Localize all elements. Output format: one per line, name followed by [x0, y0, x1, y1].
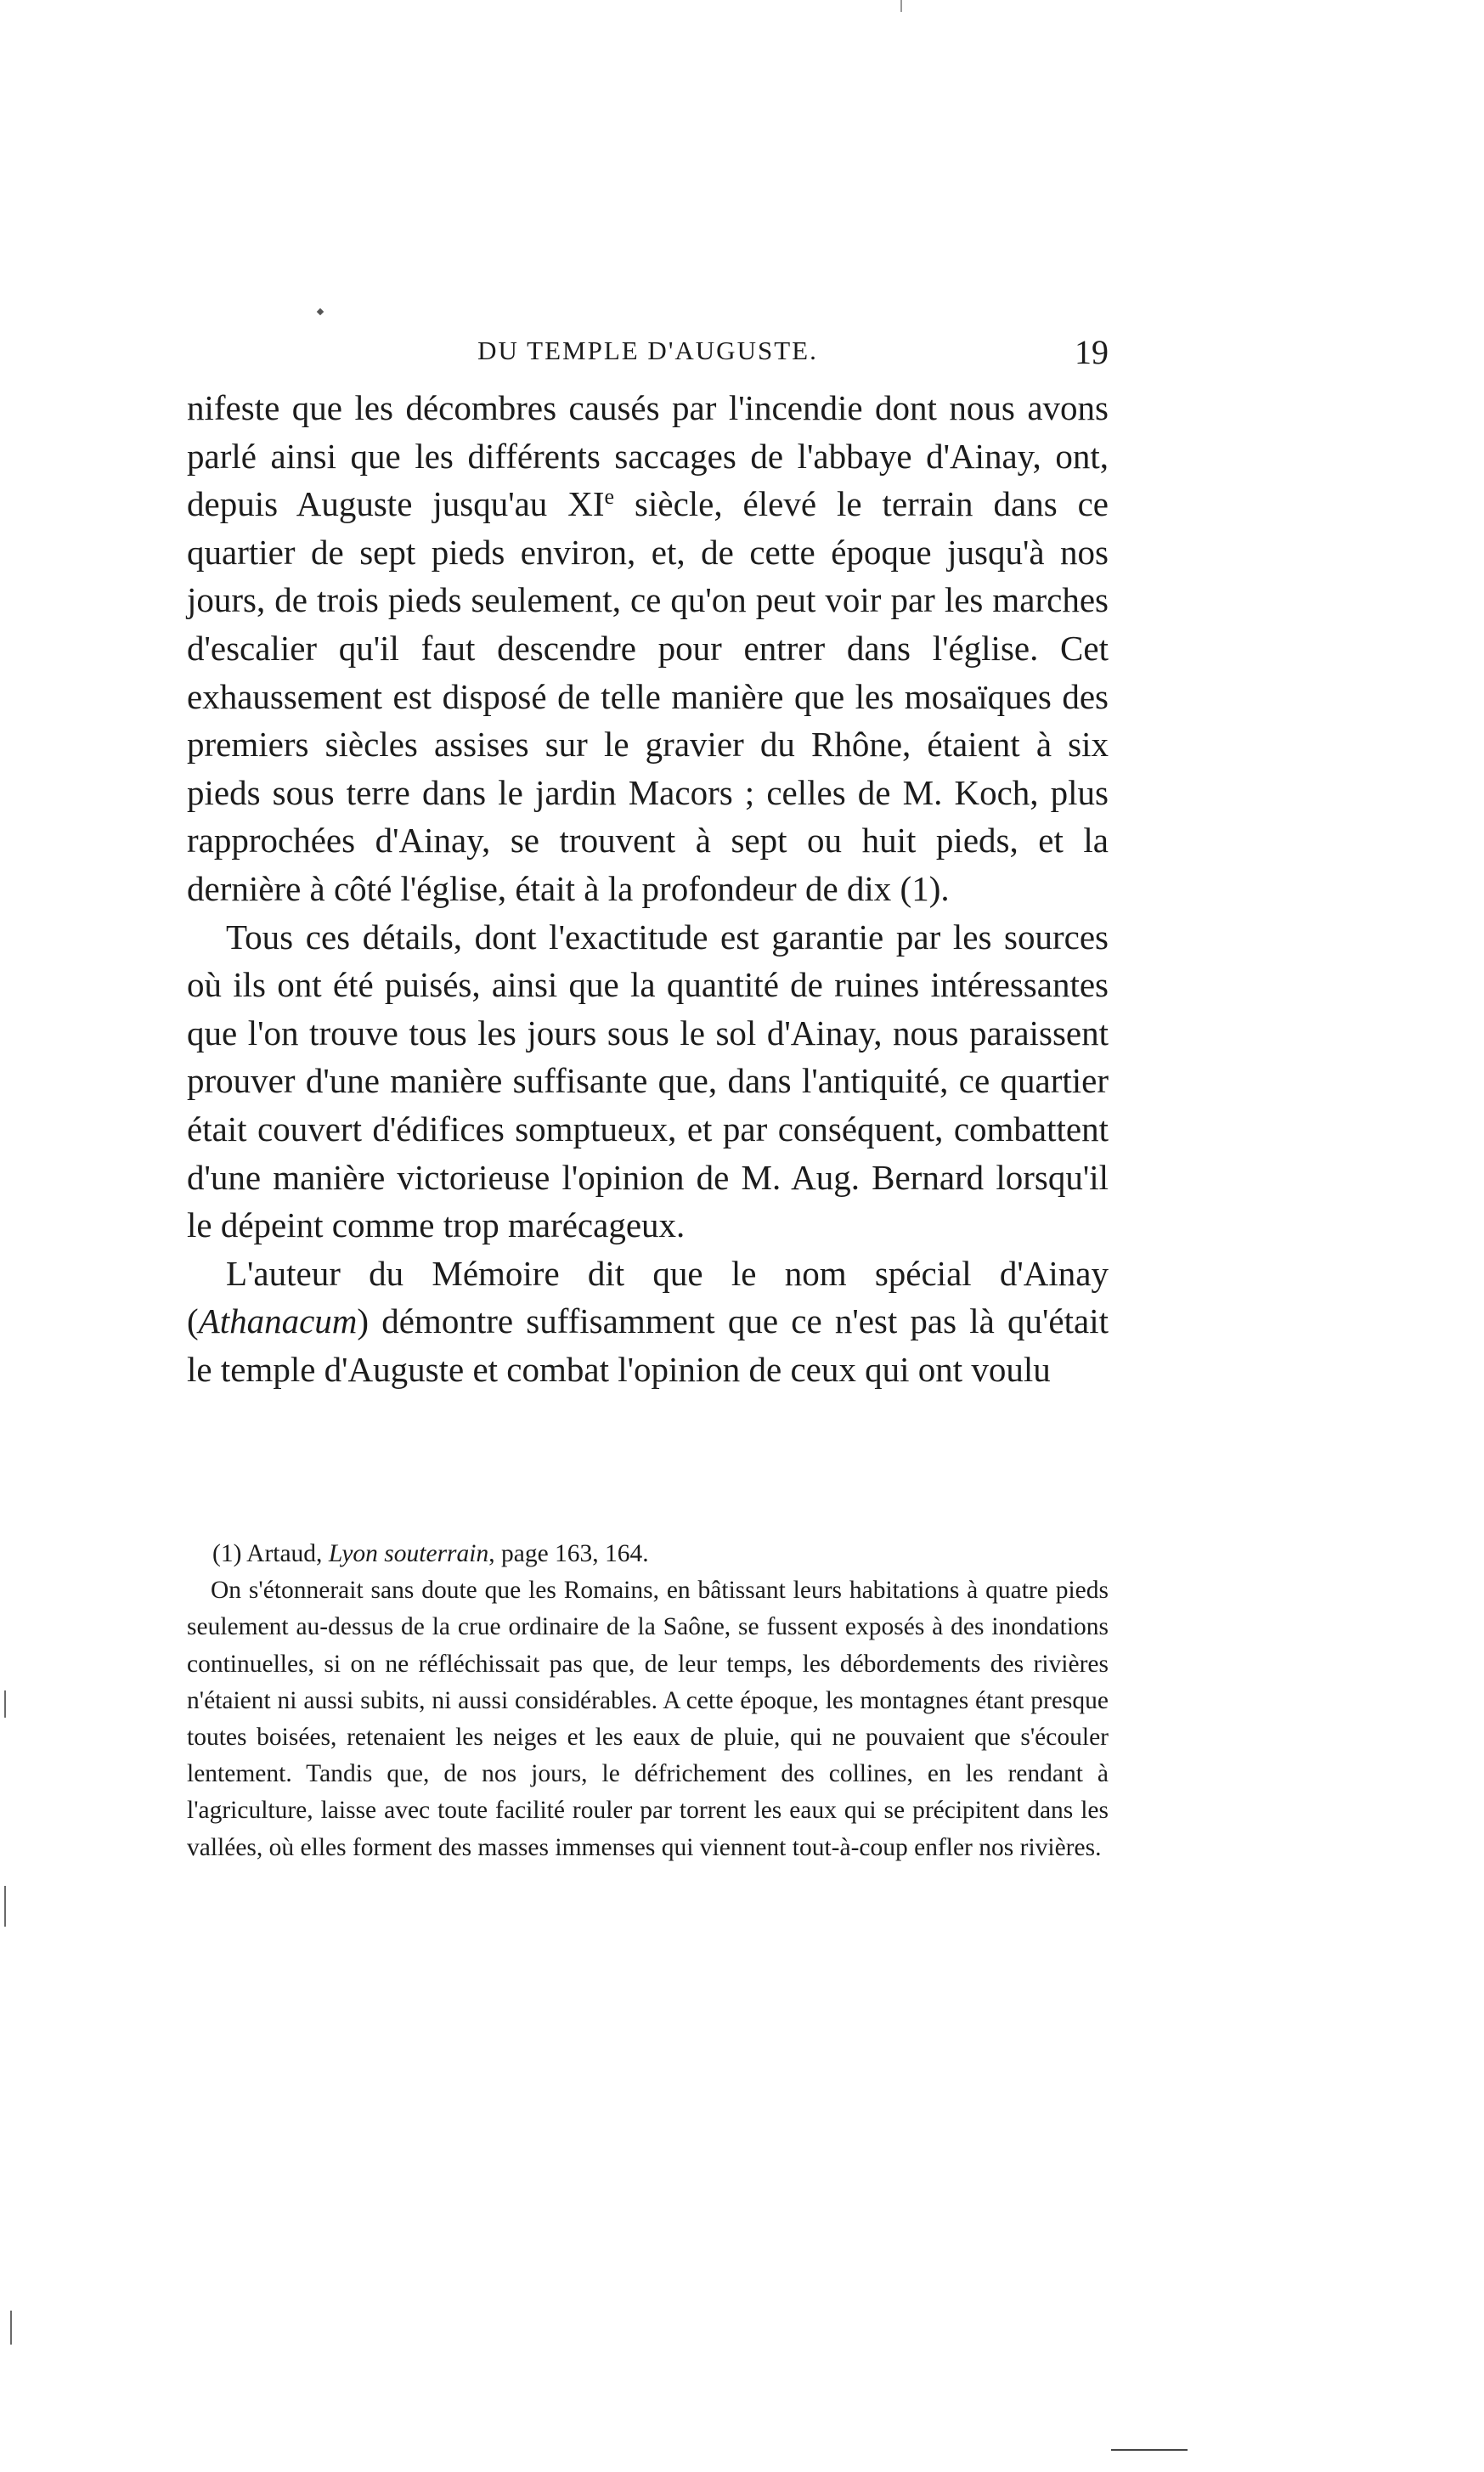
paragraph-text: L'auteur du Mémoire dit que le nom spécial d'Ainay (: [187, 1253, 1109, 1341]
footnotes: [187, 1536, 1109, 1866]
margin-mark: [4, 1690, 6, 1718]
paragraph-continued: [187, 384, 1109, 913]
running-title: DU TEMPLE D'AUGUSTE.: [477, 336, 818, 365]
paragraph-text: nifeste que les décombres causés par l'incendie dont nous avons parlé ainsi que les différents saccages de l'abbaye d'Ainay, ont, depuis Auguste jusqu'au XI: [187, 388, 1109, 524]
italic-term: Athanacum: [198, 1301, 358, 1341]
bottom-rule: [1111, 2449, 1188, 2451]
footnote-italic-title: Lyon souterrain: [328, 1540, 489, 1567]
margin-mark: [10, 2311, 12, 2345]
paragraph: Tous ces détails, dont l'exactitude est garantie par les sources où ils ont été puisés, ainsi que la quantité de ruines intéressantes que l'on trouve tous les jours sous le sol d'Ainay, nous paraissent prouver d'une manière suffisante que, dans l'antiquité, ce quartier était couvert d'édifices somptueux, et par conséquent, combattent d'une manière victorieuse l'opinion de M. Aug. Bernard lorsqu'il le dépeint comme trop marécageux.: [187, 917, 1109, 1245]
superscript: e: [604, 484, 615, 510]
ink-speck-mark: [317, 308, 324, 315]
margin-mark: [900, 0, 902, 12]
running-head: [187, 333, 1109, 378]
footnote-text: (1) Artaud,: [212, 1540, 329, 1567]
paragraph: [187, 1250, 1109, 1394]
footnote-reference: [187, 1536, 1109, 1572]
page-number: 19: [1075, 333, 1109, 371]
paragraph-text: ) démontre suffisamment que ce n'est pas là qu'était le temple d'Auguste et combat l'opinion de ceux qui ont voulu: [187, 1301, 1109, 1389]
margin-mark: [4, 1886, 6, 1927]
footnote-text: , page 163, 164.: [488, 1540, 649, 1567]
main-text: [187, 384, 1109, 1393]
paragraph-text: siècle, élevé le terrain dans ce quartier de sept pieds environ, et, de cette époque jusqu'à nos jours, de trois pieds seulement, ce qu'on peut voir par les marches d'escalier qu'il faut descendre pour entrer dans l'église. Cet exhaussement est disposé de telle manière que les mosaïques des premiers siècles assises sur le gravier du Rhône, étaient à six pieds sous terre dans le jardin Macors ; celles de M. Koch, plus rapprochées d'Ainay, se trouvent à sept ou huit pieds, et la dernière à côté l'église, était à la profondeur de dix (1).: [187, 484, 1109, 908]
footnote-body: On s'étonnerait sans doute que les Romains, en bâtissant leurs habitations à quatre pieds seulement au-dessus de la crue ordinaire de la Saône, se fussent exposés à des inondations continuelles, si on ne réfléchissait pas que, de leur temps, les débordements des rivières n'étaient ni aussi subits, ni aussi considérables. A cette époque, les montagnes étant presque toutes boisées, retenaient les neiges et les eaux de pluie, qui ne pouvaient que s'écouler lentement. Tandis que, de nos jours, le défrichement des collines, en les rendant à l'agriculture, laisse avec toute facilité rouler par torrent les eaux qui se précipitent dans les vallées, où elles forment des masses immenses qui viennent tout-à-coup enfler nos rivières.: [187, 1577, 1109, 1861]
